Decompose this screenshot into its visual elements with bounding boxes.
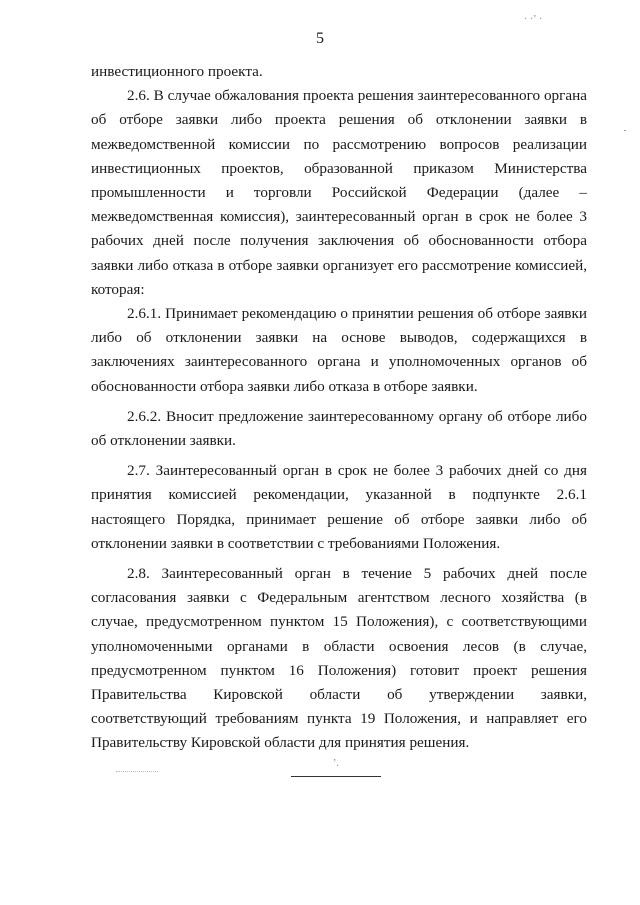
scan-speck xyxy=(624,130,626,131)
scan-artifact-mark: · ·ʼ · xyxy=(524,14,543,25)
paragraph-2-6-2: 2.6.2. Вносит предложение заинтересованному органу об отборе либо об отклонении заявки. xyxy=(91,407,587,450)
page-number: 5 xyxy=(316,30,324,47)
paragraph-2-8: 2.8. Заинтересованный орган в течение 5 рабочих дней после согласования заявки с Федеральным агентством лесного хозяйства (в случае, предусмотренном пунктом 15 Положения), с соответствующими уполномоченными органами в области освоения лесов (в случае, предусмотренном пунктом 16 Положения) готовит проект решения Правительства Кировской области об утверждении заявки, соответствующий требованиям пункта 19 Положения, и направляет его Правительству Кировской области для принятия решения. xyxy=(91,565,587,752)
paragraph-2-6-1: 2.6.1. Принимает рекомендацию о принятии решения об отборе заявки либо об отклонении заявки на основе выводов, содержащихся в заключениях заинтересованного органа и уполномоченных органов об обоснованности отбора заявки либо отказа в отборе заявки. xyxy=(91,305,587,395)
document-body xyxy=(91,60,587,756)
paragraph-2-6: 2.6. В случае обжалования проекта решения заинтересованного органа об отборе заявки либо проекта решения об отклонении заявки в межведомственной комиссии по рассмотрению вопросов реализации инвестиционных проектов, образованной приказом Министерства промышленности и торговли Российской Федерации (далее – межведомственная комиссия), заинтересованный орган в срок не более 3 рабочих дней после получения заключения об обоснованности отбора заявки либо отказа в отборе заявки организует его рассмотрение комиссией, которая: xyxy=(91,87,587,298)
paragraph-continuation: инвестиционного проекта. xyxy=(91,63,263,80)
document-end-rule xyxy=(291,776,381,777)
scan-faint-line xyxy=(116,771,158,772)
paragraph-2-7: 2.7. Заинтересованный орган в срок не более 3 рабочих дней со дня принятия комиссией рекомендации, указанной в подпункте 2.6.1 настоящего Порядка, принимает решение об отборе заявки либо об отклонении заявки в соответствии с требованиями Положения. xyxy=(91,462,587,552)
scan-artifact-tick: ʼ. xyxy=(333,758,339,769)
